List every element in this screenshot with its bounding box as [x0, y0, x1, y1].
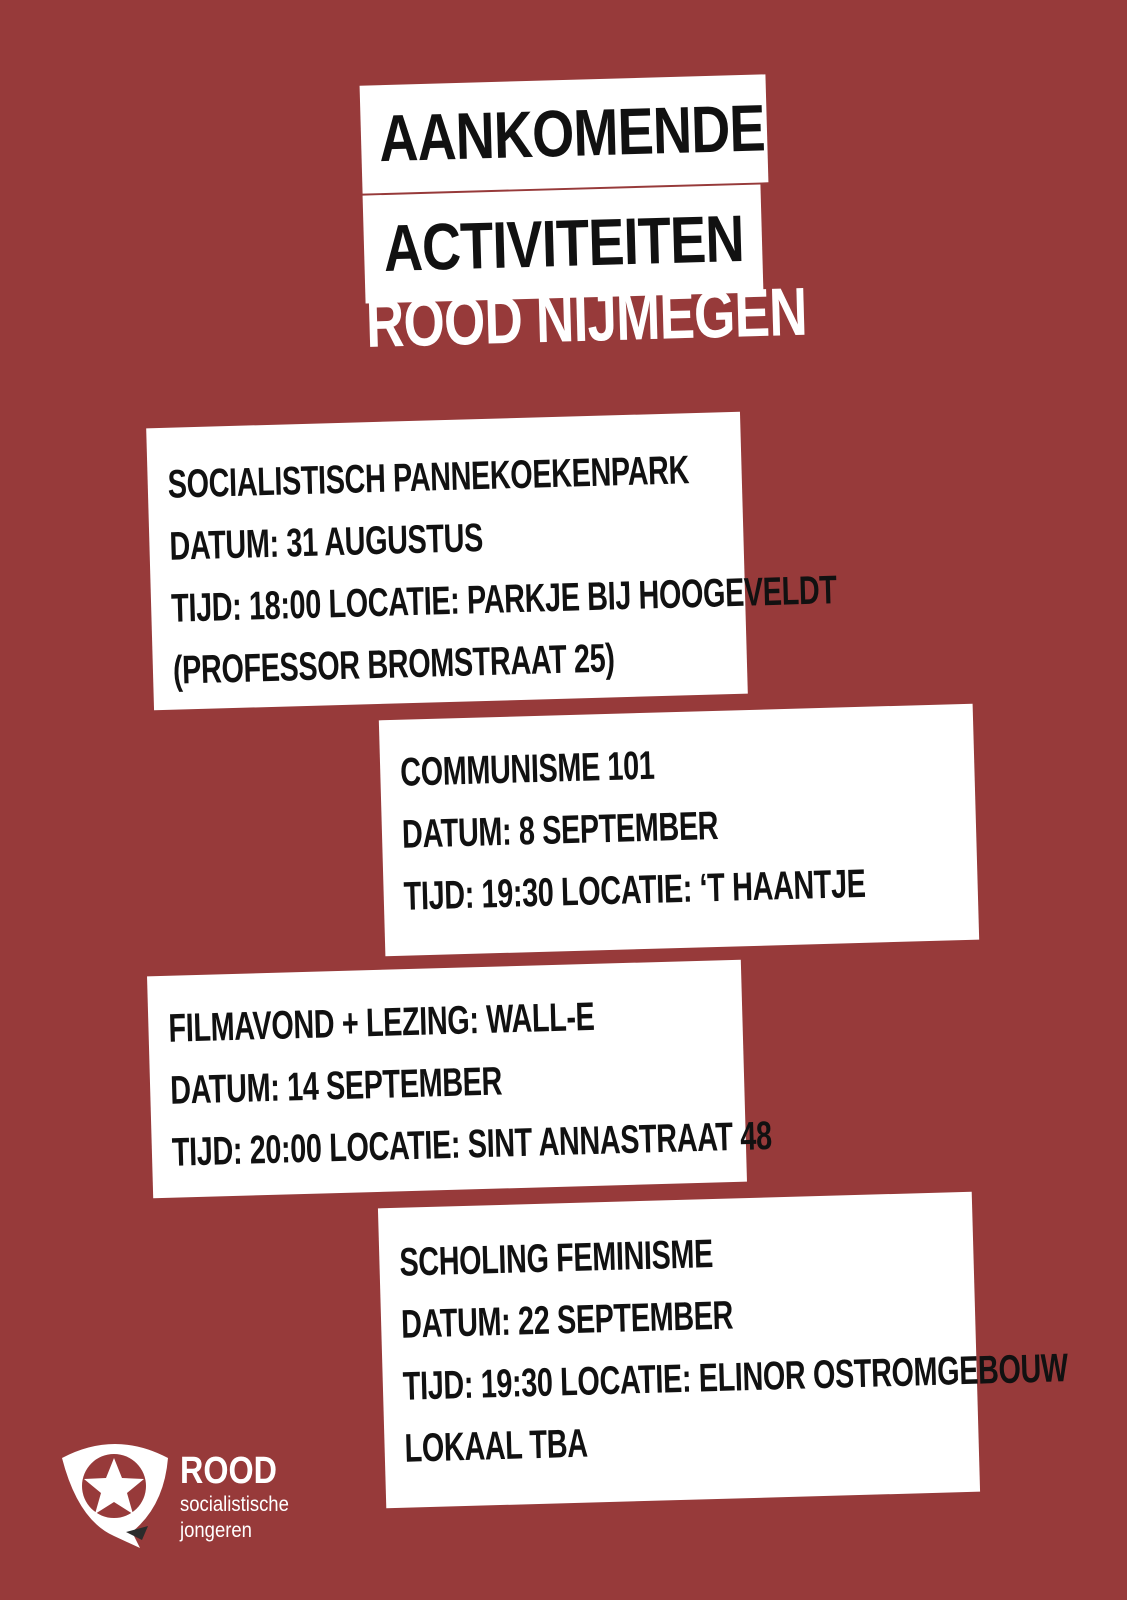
event-date: DATUM: 8 SEPTEMBER [401, 803, 719, 857]
event-date: DATUM: 22 SEPTEMBER [400, 1293, 734, 1347]
event-time-location: TIJD: 19:30 LOCATIE: ‘T HAANTJE [403, 861, 867, 919]
event-date: DATUM: 14 SEPTEMBER [169, 1059, 503, 1113]
logo-tagline-2: jongeren [180, 1519, 252, 1542]
subtitle: ROOD NIJMEGEN [364, 273, 808, 362]
event-title: FILMAVOND + LEZING: WALL-E [167, 994, 596, 1051]
title-line-2: ACTIVITEITEN [382, 200, 745, 285]
event-card-4 [378, 1192, 1069, 1508]
title-box-aankomende [360, 74, 769, 193]
title-line-1: AANKOMENDE [378, 90, 766, 176]
event-time-location: TIJD: 20:00 LOCATIE: SINT ANNASTRAAT 48 [171, 1113, 773, 1175]
event-title: COMMUNISME 101 [399, 743, 656, 795]
event-title: SCHOLING FEMINISME [398, 1232, 714, 1285]
event-extra: (PROFESSOR BROMSTRAAT 25) [172, 636, 616, 693]
star-banner-icon [56, 1436, 174, 1554]
event-title: SOCIALISTISCH PANNEKOEKENPARK [167, 448, 690, 507]
event-time-location: TIJD: 19:30 LOCATIE: ELINOR OSTROMGEBOUW [402, 1346, 1069, 1409]
logo-wordmark: ROOD [180, 1450, 277, 1492]
event-date: DATUM: 31 AUGUSTUS [168, 515, 484, 569]
logo-tagline-1: socialistische [180, 1493, 289, 1516]
logo [56, 1436, 316, 1556]
event-card-3 [147, 960, 773, 1198]
event-extra: LOKAAL TBA [404, 1421, 589, 1471]
event-card-1 [146, 412, 838, 710]
event-time-location: TIJD: 18:00 LOCATIE: PARKJE BIJ HOOGEVELDT [170, 568, 838, 631]
event-card-2 [379, 704, 979, 956]
